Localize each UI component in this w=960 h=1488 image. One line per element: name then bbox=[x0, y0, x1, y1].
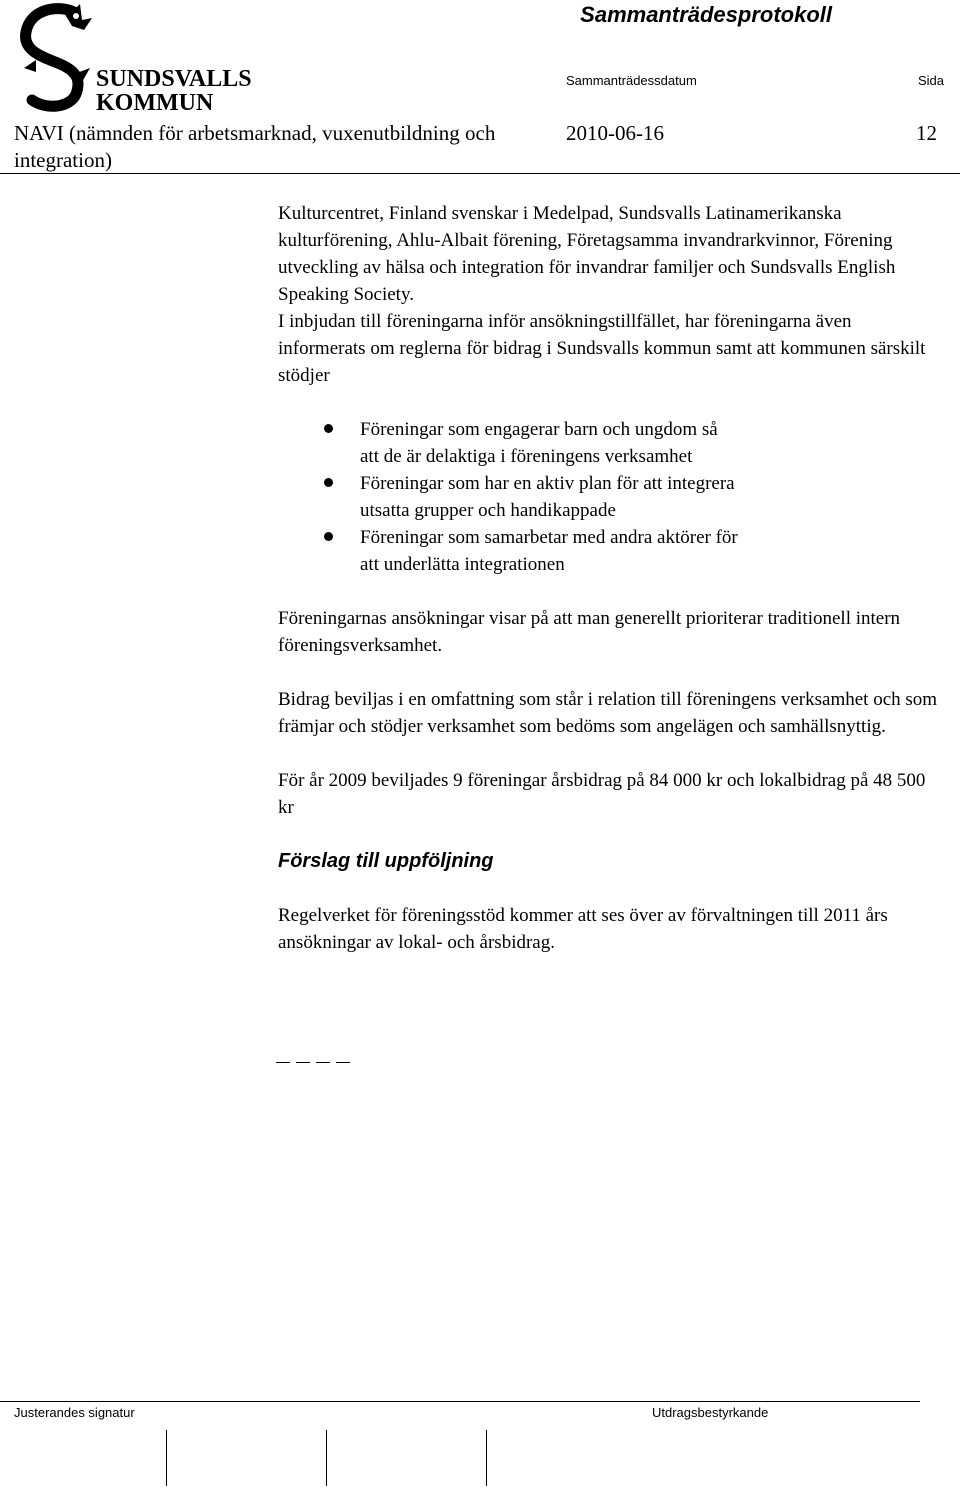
document-body bbox=[278, 200, 938, 956]
bullet-icon bbox=[324, 478, 333, 487]
municipality-logo bbox=[16, 2, 256, 114]
list-item bbox=[278, 470, 740, 524]
document-type-title: Sammanträdesprotokoll bbox=[580, 2, 832, 27]
end-mark bbox=[276, 1050, 356, 1068]
bullet-list bbox=[278, 416, 938, 578]
list-item-text: Föreningar som har en aktiv plan för att integrera utsatta grupper och handikappade bbox=[360, 473, 735, 521]
signature-box-divider bbox=[486, 1430, 487, 1486]
paragraph-2009-grants: För år 2009 beviljades 9 föreningar årsbidrag på 84 000 kr och lokalbidrag på 48 500 kr bbox=[278, 770, 926, 818]
list-item-text: Föreningar som samarbetar med andra aktörer för att underlätta integrationen bbox=[360, 527, 738, 575]
section-heading: Förslag till uppföljning bbox=[278, 850, 494, 872]
date-label: Sammanträdessdatum bbox=[566, 73, 697, 88]
bullet-icon bbox=[324, 532, 333, 541]
extract-certification-label: Utdragsbestyrkande bbox=[652, 1405, 769, 1420]
paragraph-associations: Kulturcentret, Finland svenskar i Medelpad, Sundsvalls Latinamerikanska kulturförening, Ahlu-Albait förening, Företagsamma invandrarkvinnor, Förening utveckling av hälsa och integration för invandrar familjer och Sundsvalls English Speaking Society. bbox=[278, 203, 896, 305]
logo-line-2: KOMMUN bbox=[96, 90, 214, 114]
paragraph-grants: Bidrag beviljas i en omfattning som står i relation till föreningens verksamhet och som främjar och stödjer verksamhet som bedöms som angelägen och samhällsnyttig. bbox=[278, 689, 938, 737]
paragraph-regulations: Regelverket för föreningsstöd kommer att ses över av förvaltningen till 2011 års ansökningar av lokal- och årsbidrag. bbox=[278, 905, 888, 953]
signature-box-divider bbox=[326, 1430, 327, 1486]
committee-name: NAVI (nämnden för arbetsmarknad, vuxenutbildning och integration) bbox=[14, 121, 496, 172]
paragraph-applications: Föreningarnas ansökningar visar på att man generellt prioriterar traditionell intern föreningsverksamhet. bbox=[278, 608, 901, 656]
bullet-icon bbox=[324, 424, 333, 433]
page-label: Sida bbox=[918, 73, 945, 88]
meeting-date: 2010-06-16 bbox=[566, 121, 664, 145]
signature-box-divider bbox=[166, 1430, 167, 1486]
logo-line-1: SUNDSVALLS bbox=[96, 66, 252, 92]
list-item-text: Föreningar som engagerar barn och ungdom så att de är delaktiga i föreningens verksamhet bbox=[360, 419, 718, 467]
paragraph-invitation: I inbjudan till föreningarna inför ansökningstillfället, har föreningarna även informerats om reglerna för bidrag i Sundsvalls kommun samt att kommunen särskilt stödjer bbox=[278, 311, 926, 386]
list-item bbox=[278, 416, 740, 470]
page-number: 12 bbox=[916, 121, 937, 145]
adjuster-signature-label: Justerandes signatur bbox=[14, 1405, 135, 1420]
list-item bbox=[278, 524, 740, 578]
footer-divider bbox=[0, 1401, 920, 1402]
header-divider bbox=[0, 173, 960, 174]
dragon-s-emblem-icon bbox=[24, 4, 92, 106]
